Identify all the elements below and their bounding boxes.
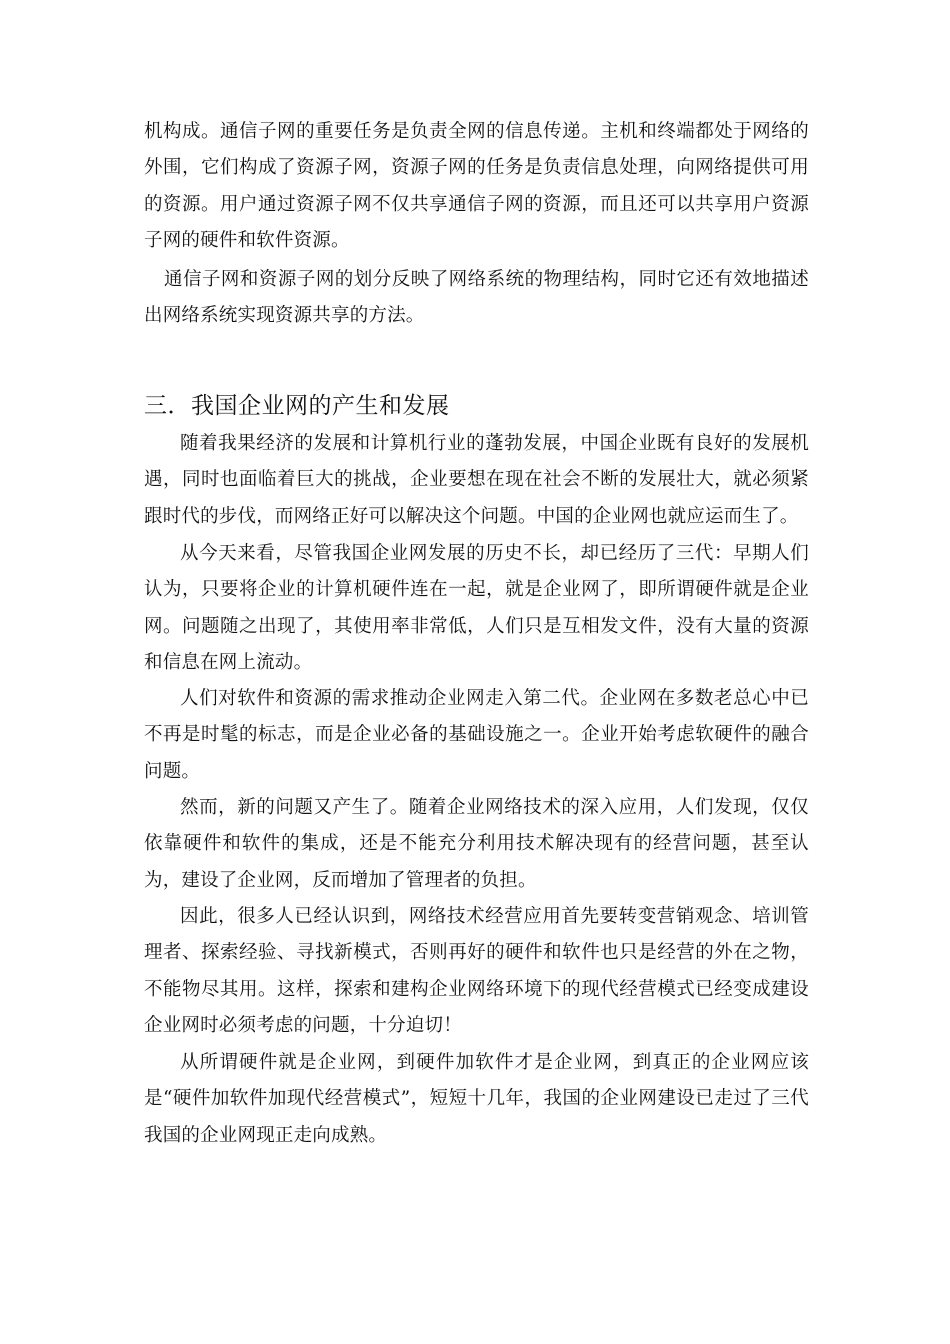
paragraph-background: 随着我果经济的发展和计算机行业的蓬勃发展，中国企业既有良好的发展机遇，同时也面临着巨大的挑战，企业要想在现在社会不断的发展壮大，就必须紧跟时代的步伐，而网络正好可以解决这个问题。中国的企业网也就应运而生了。 [144, 433, 809, 527]
paragraph-business-model: 因此，很多人已经认识到，网络技术经营应用首先要转变营销观念、培训管理者、探索经验、寻找新模式，否则再好的硬件和软件也只是经营的外在之物，不能物尽其用。这样，探索和建构企业网络环境下的现代经营模式已经变成建设企业网时必须考虑的问题，十分迫切！ [144, 906, 809, 1036]
paragraph-three-generations: 从所谓硬件就是企业网，到硬件加软件才是企业网，到真正的企业网应该是“硬件加软件加现代经营模式”，短短十几年，我国的企业网建设已走过了三代我国的企业网现正走向成熟。 [144, 1052, 809, 1146]
paragraph-network-structure: 机构成。通信子网的重要任务是负责全网的信息传递。主机和终端都处于网络的外围，它们构成了资源子网，资源子网的任务是负责信息处理，向网络提供可用的资源。用户通过资源子网不仅共享通信子网的资源，而且还可以共享用户资源子网的硬件和软件资源。 [144, 121, 809, 251]
paragraph-new-problems: 然而，新的问题又产生了。随着企业网络技术的深入应用，人们发现，仅仅依靠硬件和软件的集成，还是不能充分利用技术解决现有的经营问题，甚至认为，建设了企业网，反而增加了管理者的负担。 [144, 797, 809, 891]
paragraph-first-generation: 从今天来看，尽管我国企业网发展的历史不长，却已经历了三代：早期人们认为，只要将企业的计算机硬件连在一起，就是企业网了，即所谓硬件就是企业网。问题随之出现了，其使用率非常低，人们只是互相发文件，没有大量的资源和信息在网上流动。 [144, 543, 809, 673]
paragraph-second-generation: 人们对软件和资源的需求推动企业网走入第二代。企业网在多数老总心中已不再是时髦的标志，而是企业必备的基础设施之一。企业开始考虑软硬件的融合问题。 [144, 688, 809, 782]
section-heading: 三．我国企业网的产生和发展 [144, 393, 450, 419]
paragraph-subnet-division: 通信子网和资源子网的划分反映了网络系统的物理结构，同时它还有效地描述出网络系统实现资源共享的方法。 [144, 269, 809, 327]
